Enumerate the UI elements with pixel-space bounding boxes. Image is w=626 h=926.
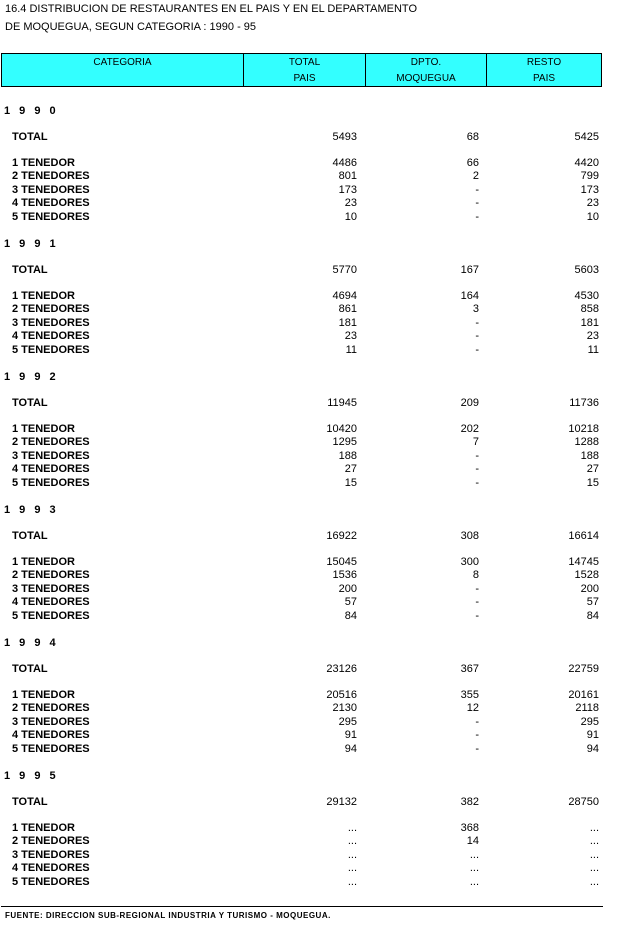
category-value: 84	[344, 609, 357, 622]
category-label: 1 TENEDOR	[12, 423, 75, 435]
total-value: 68	[466, 131, 479, 143]
category-value: -	[475, 476, 479, 489]
category-value: 200	[580, 582, 599, 595]
total-value: 5770	[332, 264, 357, 276]
year-label: 1 9 9 4	[4, 637, 59, 649]
category-row	[0, 184, 626, 197]
category-value: 11	[587, 343, 599, 356]
category-value: 4694	[332, 290, 357, 302]
table-title-line-2: DE MOQUEGUA, SEGUN CATEGORIA : 1990 - 95	[5, 21, 257, 33]
category-label: 3 TENEDORES	[12, 715, 90, 728]
category-row	[0, 569, 626, 582]
category-row	[0, 596, 626, 609]
category-value: -	[475, 343, 479, 356]
category-row	[0, 423, 626, 436]
header-resto-line2: PAIS	[532, 73, 556, 84]
source-note: FUENTE: DIRECCION SUB-REGIONAL INDUSTRIA Y TURISMO - MOQUEGUA.	[5, 911, 331, 920]
category-value: ...	[347, 822, 357, 834]
total-value: 16922	[326, 530, 357, 542]
category-label: 3 TENEDORES	[12, 449, 90, 462]
category-value: 801	[338, 170, 357, 183]
total-label: TOTAL	[12, 397, 48, 409]
category-value: 23	[344, 197, 357, 210]
category-row	[0, 702, 626, 715]
total-row	[0, 796, 626, 809]
total-value: 5603	[574, 264, 599, 276]
header-dpto-moquegua	[365, 54, 486, 86]
category-value: 10	[344, 210, 357, 223]
category-value: 15	[586, 476, 599, 489]
header-categoria	[2, 54, 243, 86]
year-row	[0, 770, 626, 783]
year-label: 1 9 9 2	[4, 371, 59, 383]
category-value: -	[475, 330, 479, 343]
total-value: 11945	[327, 397, 357, 409]
category-value: 173	[580, 183, 599, 196]
footer-rule	[1, 906, 603, 907]
category-label: 1 TENEDOR	[12, 556, 75, 568]
category-value: 15045	[326, 556, 357, 568]
category-value: 2118	[575, 702, 599, 715]
total-label: TOTAL	[12, 796, 48, 808]
category-row	[0, 610, 626, 623]
category-value: -	[475, 183, 479, 196]
category-row	[0, 344, 626, 357]
total-value: 382	[460, 796, 479, 808]
category-value: 10420	[326, 423, 357, 435]
category-value: 57	[344, 596, 357, 609]
year-row	[0, 238, 626, 251]
category-row	[0, 303, 626, 316]
category-label: 4 TENEDORES	[12, 862, 90, 875]
category-value: 295	[338, 715, 357, 728]
category-value: -	[475, 316, 479, 329]
category-label: 3 TENEDORES	[12, 183, 90, 196]
category-value: 84	[586, 609, 599, 622]
category-value: ...	[469, 862, 479, 875]
total-value: 5493	[332, 131, 357, 143]
category-value: -	[475, 210, 479, 223]
year-label: 1 9 9 1	[4, 238, 59, 250]
category-row	[0, 290, 626, 303]
header-resto-pais	[486, 54, 601, 86]
category-label: 5 TENEDORES	[12, 742, 90, 755]
category-value: 66	[466, 157, 479, 169]
total-value: 28750	[568, 796, 599, 808]
total-value: 29132	[326, 796, 357, 808]
category-value: 295	[580, 715, 599, 728]
category-row	[0, 170, 626, 183]
category-value: 4486	[332, 157, 357, 169]
category-label: 2 TENEDORES	[12, 436, 90, 449]
category-value: -	[475, 609, 479, 622]
category-value: 368	[460, 822, 479, 834]
category-value: ...	[469, 875, 479, 888]
category-value: 3	[472, 303, 479, 316]
category-value: -	[475, 197, 479, 210]
category-label: 4 TENEDORES	[12, 596, 90, 609]
category-value: 15	[344, 476, 357, 489]
category-value: 181	[580, 316, 599, 329]
table-header	[1, 53, 602, 87]
total-label: TOTAL	[12, 264, 48, 276]
category-label: 4 TENEDORES	[12, 330, 90, 343]
category-label: 2 TENEDORES	[12, 702, 90, 715]
total-value: 367	[460, 663, 479, 675]
category-value: 94	[344, 742, 357, 755]
category-label: 2 TENEDORES	[12, 569, 90, 582]
category-label: 5 TENEDORES	[12, 210, 90, 223]
category-value: ...	[589, 862, 599, 875]
category-value: 181	[338, 316, 357, 329]
category-value: 202	[460, 423, 479, 435]
category-label: 5 TENEDORES	[12, 476, 90, 489]
category-row	[0, 729, 626, 742]
total-row	[0, 663, 626, 676]
category-row	[0, 157, 626, 170]
header-categoria-label: CATEGORIA	[93, 57, 152, 68]
total-value: 308	[460, 530, 479, 542]
category-value: 57	[586, 596, 599, 609]
category-label: 1 TENEDOR	[12, 290, 75, 302]
category-label: 1 TENEDOR	[12, 689, 75, 701]
total-value: 167	[460, 264, 479, 276]
category-value: ...	[589, 835, 599, 848]
category-value: 7	[472, 436, 479, 449]
total-value: 22759	[568, 663, 599, 675]
category-row	[0, 463, 626, 476]
category-value: 23	[586, 197, 599, 210]
category-label: 4 TENEDORES	[12, 197, 90, 210]
category-value: 23	[586, 330, 599, 343]
category-value: 14745	[568, 556, 599, 568]
category-label: 1 TENEDOR	[12, 157, 75, 169]
category-row	[0, 330, 626, 343]
total-label: TOTAL	[12, 530, 48, 542]
category-row	[0, 317, 626, 330]
category-value: 11	[345, 343, 357, 356]
category-value: 799	[580, 170, 599, 183]
header-total-line2: PAIS	[293, 73, 316, 84]
category-value: 27	[344, 463, 357, 476]
category-value: 858	[580, 303, 599, 316]
category-value: 1536	[332, 569, 357, 582]
category-row	[0, 835, 626, 848]
category-value: 10	[586, 210, 599, 223]
header-resto-line1: RESTO	[526, 57, 562, 68]
category-row	[0, 849, 626, 862]
year-row	[0, 105, 626, 118]
year-row	[0, 371, 626, 384]
category-row	[0, 211, 626, 224]
category-label: 3 TENEDORES	[12, 582, 90, 595]
category-value: -	[475, 449, 479, 462]
year-row	[0, 504, 626, 517]
category-value: ...	[347, 835, 357, 848]
total-value: 5425	[574, 131, 599, 143]
category-value: -	[475, 715, 479, 728]
category-value: 8	[472, 569, 479, 582]
category-label: 5 TENEDORES	[12, 609, 90, 622]
total-label: TOTAL	[12, 663, 48, 675]
total-value: 16614	[568, 530, 599, 542]
category-value: 23	[344, 330, 357, 343]
category-value: 27	[586, 463, 599, 476]
category-label: 3 TENEDORES	[12, 848, 90, 861]
category-value: 861	[338, 303, 357, 316]
category-row	[0, 583, 626, 596]
header-dpto-line2: MOQUEGUA	[396, 73, 456, 84]
total-label: TOTAL	[12, 131, 48, 143]
category-label: 4 TENEDORES	[12, 463, 90, 476]
category-value: 91	[586, 729, 599, 742]
category-value: 4530	[574, 290, 599, 302]
year-label: 1 9 9 0	[4, 105, 59, 117]
category-value: -	[475, 463, 479, 476]
year-row	[0, 637, 626, 650]
category-value: 355	[460, 689, 479, 701]
total-row	[0, 264, 626, 277]
category-label: 4 TENEDORES	[12, 729, 90, 742]
category-row	[0, 743, 626, 756]
category-value: 2	[472, 170, 479, 183]
total-value: 11736	[569, 397, 599, 409]
category-value: ...	[589, 848, 599, 861]
total-row	[0, 530, 626, 543]
header-dpto-line1: DPTO.	[410, 57, 442, 68]
category-value: 1528	[574, 569, 599, 582]
category-value: 164	[460, 290, 479, 302]
category-value: -	[475, 596, 479, 609]
category-row	[0, 477, 626, 490]
category-label: 5 TENEDORES	[12, 343, 90, 356]
category-value: 1295	[332, 436, 357, 449]
category-value: 173	[338, 183, 357, 196]
category-row	[0, 436, 626, 449]
category-value: -	[475, 582, 479, 595]
category-value: 300	[460, 556, 479, 568]
table-title-line-1: 16.4 DISTRIBUCION DE RESTAURANTES EN EL PAIS Y EN EL DEPARTAMENTO	[5, 3, 417, 15]
category-row	[0, 197, 626, 210]
category-value: ...	[347, 848, 357, 861]
total-value: 23126	[326, 663, 357, 675]
category-row	[0, 556, 626, 569]
category-value: 14	[466, 835, 479, 848]
category-row	[0, 689, 626, 702]
category-label: 2 TENEDORES	[12, 835, 90, 848]
year-label: 1 9 9 3	[4, 504, 59, 516]
category-value: ...	[589, 822, 599, 834]
category-label: 5 TENEDORES	[12, 875, 90, 888]
total-row	[0, 131, 626, 144]
category-label: 2 TENEDORES	[12, 170, 90, 183]
category-row	[0, 450, 626, 463]
category-value: 200	[338, 582, 357, 595]
category-value: ...	[589, 875, 599, 888]
category-label: 3 TENEDORES	[12, 316, 90, 329]
category-value: 4420	[574, 157, 599, 169]
category-row	[0, 716, 626, 729]
header-total-pais	[243, 54, 365, 86]
category-value: ...	[347, 875, 357, 888]
category-value: 188	[338, 449, 357, 462]
total-row	[0, 397, 626, 410]
category-value: ...	[469, 848, 479, 861]
category-value: 188	[580, 449, 599, 462]
category-value: 91	[344, 729, 357, 742]
category-value: 20161	[568, 689, 599, 701]
year-label: 1 9 9 5	[4, 770, 59, 782]
category-value: 1288	[574, 436, 599, 449]
total-value: 209	[460, 397, 479, 409]
category-value: 20516	[326, 689, 357, 701]
category-value: 2130	[332, 702, 357, 715]
category-value: 10218	[568, 423, 599, 435]
category-label: 2 TENEDORES	[12, 303, 90, 316]
category-value: 94	[586, 742, 599, 755]
category-value: 12	[466, 702, 479, 715]
category-value: -	[475, 742, 479, 755]
category-row	[0, 862, 626, 875]
category-value: -	[475, 729, 479, 742]
category-row	[0, 876, 626, 889]
category-row	[0, 822, 626, 835]
category-value: ...	[347, 862, 357, 875]
category-label: 1 TENEDOR	[12, 822, 75, 834]
header-total-line1: TOTAL	[288, 57, 321, 68]
